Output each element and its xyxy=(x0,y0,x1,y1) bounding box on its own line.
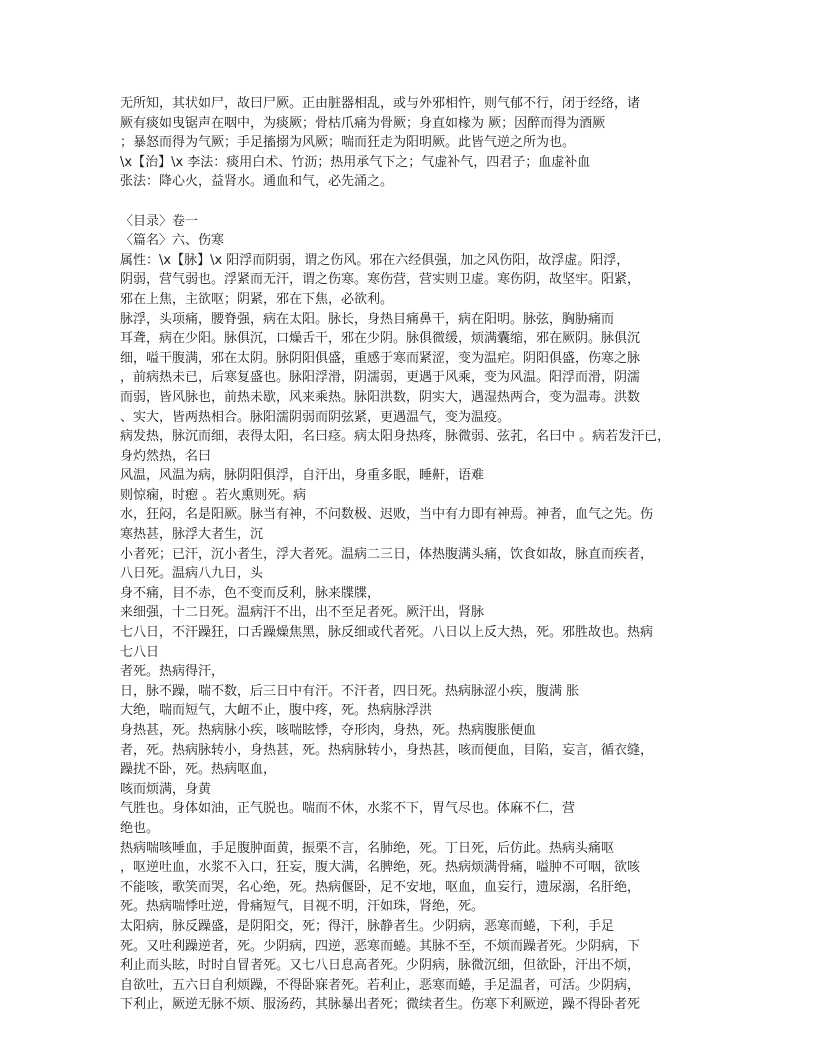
text-line: 利止而头眩，时时自冒者死。又七八日息高者死。少阴病，脉微沉细，但欲卧，汗出不烦， xyxy=(120,958,641,974)
text-line: 厥有痰如曳锯声在咽中，为痰厥；骨枯爪痛为骨厥；身直如椽为 厥；因醉而得为酒厥 xyxy=(120,115,606,131)
text-line: 八日死。温病八九日，头 xyxy=(120,566,264,582)
text-line: 而弱，皆风脉也，前热未歇，风来乘热。脉阳洪数，阴实大，遇湿热两合，变为温毒。洪数 xyxy=(120,389,641,405)
text-line: 身热甚，死。热病脉小疾，咳喘眩悸，夺形肉，身热，死。热病腹胀便血 xyxy=(120,723,537,738)
text-line: 躁扰不卧，死。热病呕血， xyxy=(120,762,277,778)
text-line: 者死。热病得汗， xyxy=(120,664,225,680)
text-line: 阴弱，营气弱也。浮紧而无汗，谓之伤寒。寒伤营，营实则卫虚。寒伤阴，故坚牢。阳紧， xyxy=(120,272,641,288)
text-line: 大绝，喘而短气，大衄不止，腹中疼，死。热病脉浮洪 xyxy=(120,703,433,719)
text-line: 脉浮，头项痛，腰脊强，病在太阳。脉长，身热目痛鼻干，病在阳明。脉弦，胸胁痛而 xyxy=(120,311,615,327)
text-line: ；暴怒而得为气厥；手足搐搦为风厥；喘而狂走为阳明厥。此皆气逆之所为也。 xyxy=(120,135,576,151)
text-line: 死。又吐利躁逆者，死。少阴病，四逆，恶寒而蜷。其脉不至，不烦而躁者死。少阴病，下 xyxy=(120,938,641,954)
document-page xyxy=(120,94,690,1035)
text-line: \x【治】\x 李法：痰用白术、竹沥；热用承气下之；气虚补气，四君子；血虚补血 xyxy=(120,154,591,170)
text-line: 不能咳，歌笑而哭，名心绝，死。热病偃卧，足不安地，呕血，血妄行，遗尿溺，名肝绝， xyxy=(120,879,641,895)
text-line: 热病喘咳唾血，手足腹肿面黄，振栗不言，名肺绝，死。丁日死，后仿此。热病头痛呕 xyxy=(120,840,615,856)
text-line: 细，嗌干腹满，邪在太阴。脉阴阳俱盛，重感于寒而紧涩，变为温疟。阴阳俱盛，伤寒之脉 xyxy=(120,350,641,366)
text-line: 风温，风温为病，脉阴阳俱浮，自汗出，身重多眠，睡鼾，语难 xyxy=(120,468,485,484)
text-line: 寒热甚，脉浮大者生，沉 xyxy=(120,527,264,543)
text-line: 气胜也。身体如油，正气脱也。喘而不休，水浆不下，胃气尽也。体麻不仁，营 xyxy=(120,801,576,817)
text-line: 死。热病喘悸吐逆，骨痛短气，目视不明，汗如珠，肾绝，死。 xyxy=(120,899,485,915)
text-line: 下利止，厥逆无脉不烦、服汤药，其脉暴出者死；微续者生。伤寒下利厥逆，躁不得卧者死 xyxy=(120,997,641,1013)
text-line: 无所知，其状如尸，故曰尸厥。正由脏器相乱，或与外邪相忤，则气郁不行，闭于经络，诸 xyxy=(120,96,641,111)
text-line: 耳聋，病在少阳。脉俱沉，口燥舌干，邪在少阴。脉俱微缓，烦满囊缩，邪在厥阴。脉俱沉 xyxy=(120,331,641,347)
text-line: 七八日，不汗躁狂，口舌躁燥焦黑，脉反细或代者死。八日以上反大热，死。邪胜故也。热病 xyxy=(120,625,654,641)
text-line: 身不痛，目不赤，色不变而反利，脉来牒牒， xyxy=(120,585,381,601)
text-line: 张法：降心火，益肾水。通血和气，必先涌之。 xyxy=(120,174,394,190)
text-line: 、实大，皆两热相合。脉阳濡阴弱而阴弦紧，更遇温气，变为温疫。 xyxy=(120,409,511,425)
text-line: 者，死。热病脉转小，身热甚，死。热病脉转小，身热甚，咳而便血，目陷，妄言，循衣缝， xyxy=(120,742,654,758)
text-line: 七八日 xyxy=(120,644,160,660)
text-line: ，前病热未已，后寒复盛也。脉阳浮滑，阴濡弱，更遇于风乘，变为风温。阳浮而滑，阴濡 xyxy=(120,370,641,386)
text-line: 病发热，脉沉而细，表得太阳，名曰痉。病太阳身热疼，脉微弱、弦芤，名曰中 。病若发汗已， xyxy=(120,429,671,445)
text-line: ，呕逆吐血，水浆不入口，狂妄，腹大满，名脾绝，死。热病烦满骨痛，嗌肿不可咽，欲咳 xyxy=(120,860,641,876)
chapter-heading: 〈篇名〉六、伤寒 xyxy=(120,233,225,249)
text-line: 则惊痫，时瘛 。若火熏则死。病 xyxy=(120,487,307,503)
text-line: 属性：\x【脉】\x 阳浮而阴弱，谓之伤风。邪在六经俱强，加之风伤阳，故浮虚。阳浮， xyxy=(120,252,630,268)
text-line: 身灼然热，名曰 xyxy=(120,448,212,464)
text-line: 小者死；已汗，沉小者生，浮大者死。温病二三日，体热腹满头痛，饮食如故，脉直而疾者， xyxy=(120,546,654,562)
paragraph-gap xyxy=(120,192,690,212)
preceding-text-block xyxy=(120,94,690,192)
text-line: 自欲吐，五六日自利烦躁，不得卧寐者死。若利止，恶寒而蜷，手足温者，可活。少阴病， xyxy=(120,977,641,993)
text-line: 咳而烦满，身黄 xyxy=(120,781,212,797)
text-line xyxy=(120,1015,690,1035)
text-line: 水，狂闷，名是阳厥。脉当有神，不问数极、迟败，当中有力即有神焉。神者，血气之先。伤 xyxy=(120,507,654,523)
text-line: 绝也。 xyxy=(120,820,160,836)
text-line: 太阳病，脉反躁盛，是阴阳交，死；得汗，脉静者生。少阴病，恶寒而蜷，下利，手足 xyxy=(120,918,615,934)
text-line: 邪在上焦，主欲呕；阴紧，邪在下焦，必欲利。 xyxy=(120,291,394,307)
shanghan-section xyxy=(120,212,690,1035)
text-line: 日，脉不躁，喘不数，后三日中有汗。不汗者，四日死。热病脉涩小疾，腹满 胀 xyxy=(120,683,580,699)
text-line: 来细强，十二日死。温病汗不出，出不至足者死。厥汗出，肾脉 xyxy=(120,605,485,621)
catalog-heading: 〈目录〉卷一 xyxy=(120,213,199,229)
